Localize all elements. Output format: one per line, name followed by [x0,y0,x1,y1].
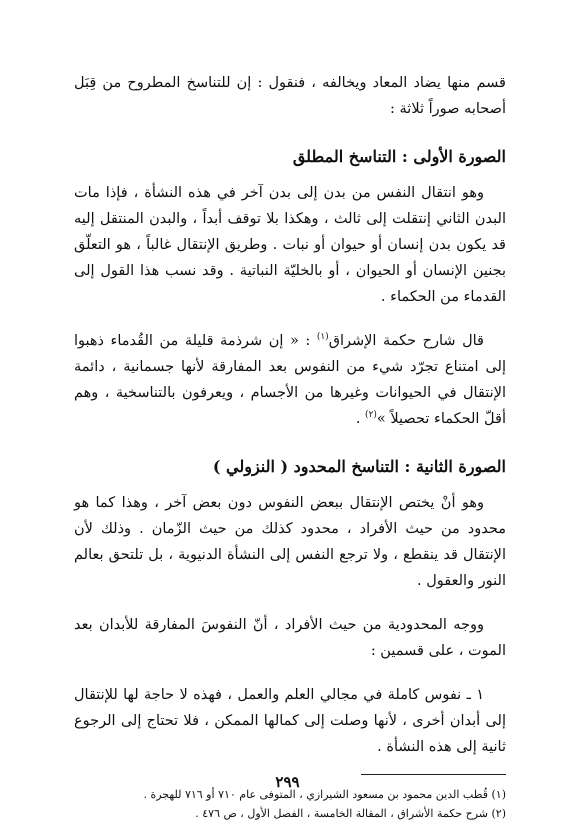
section2-paragraph-2: ووجه المحدودية من حيث الأفراد ، أنّ النفوسَ المفارقة للأبدان بعد الموت ، على قسمين : [74,617,506,659]
quote-attribution: قال شارح حكمة الإشراق [328,333,484,349]
footnote-2: (٢) شرح حكمة الأشراق ، المقالة الخامسة ، الفصل الأول ، ص ٤٧٦ . [195,807,506,820]
section2-paragraph-1: وهو أنْ يختص الإنتقال ببعض النفوس دون بعض آخر ، وهذا كما هو محدود من حيث الأفراد ، محدود كذلك من حيث الزّمان . وذلك لأن الإنتقال قد ينقطع ، ولا ترجع النفس إلى النشأة الدنيوية ، بل تلتحق بعالم النور والعقول . [74,495,506,589]
section1-paragraph-1: وهو انتقال النفس من بدن إلى بدن آخر في هذه النشأة ، فإذا مات البدن الثاني إنتقلت إلى ثالث ، وهكذا بلا توقف أبداً ، والبدن المنتقل إليه قد يكون بدن إنسان أو حيوان أو نبات . وطريق الإنتقال غالباً ، هو التعلّق بجنين الإنسان أو الحيوان ، أو بالخليّة النباتية . وقد نسب هذا القول إلى القدماء من الحكماء . [74,185,506,305]
quote-text: : « إن شرذمة قليلة من القُدماء ذهبوا إلى امتناع تجرّد شيء من النفوس بعد المفارقة لأنها جسمانية ، دائمة الإنتقال في الحيوانات وغيرها من الأجسام ، ويعرفون بالتناسخية ، وهم أقلّ الحكماء تحصيلاً » [74,333,506,427]
section1-paragraph-2 [74,328,506,432]
footnote-ref-2: (٢) [365,410,377,421]
page-number: ٢٩٩ [275,773,300,791]
section-heading-absolute-transmigration: الصورة الأولى : التناسخ المطلق [292,147,506,166]
section-heading-limited-transmigration: الصورة الثانية : التناسخ المحدود ( النزولي ) [212,457,506,476]
section2-paragraph-3: ١ ـ نفوس كاملة في مجالي العلم والعمل ، فهذه لا حاجة لها للإنتقال إلى أبدان أخرى ، لأنها وصلت إلى كمالها الممكن ، فلا تحتاج إلى الرجوع ثانية إلى هذه النشأة . [74,687,506,755]
page-content [74,70,506,823]
footnote-ref-1: (١) [316,332,329,343]
footnote-1: (١) قُطب الدين محمود بن مسعود الشيرازي ، المتوفى عام ٧١٠ أو ٧١٦ للهجرة . [143,788,506,801]
quote-end: . [355,411,366,427]
intro-paragraph: قسم منها يضاد المعاد ويخالفه ، فنقول : إن للتناسخ المطروح من قِبَل أصحابه صوراً ثلاثة : [74,75,506,117]
